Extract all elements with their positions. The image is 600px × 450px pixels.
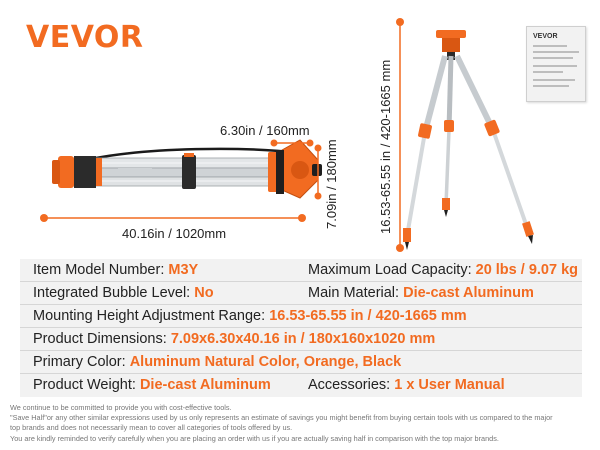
spec-value: No <box>194 285 214 301</box>
spec-value: 16.53-65.55 in / 420-1665 mm <box>269 308 467 324</box>
spec-label: Accessories: <box>308 377 391 393</box>
spec-row <box>20 282 582 305</box>
spec-row <box>20 351 582 374</box>
mount-height-dimension-line <box>396 18 404 252</box>
spec-label: Integrated Bubble Level: <box>33 285 191 301</box>
spec-label: Maximum Load Capacity: <box>308 262 472 278</box>
spec-label: Item Model Number: <box>33 262 165 278</box>
disclaimer-text <box>10 403 594 444</box>
spec-value: Die-cast Aluminum <box>139 377 271 393</box>
spec-value: 7.09x6.30x40.16 in / 180x160x1020 mm <box>170 331 436 347</box>
disclaimer-line: We continue to be committed to provide you with cost-effective tools. <box>10 403 232 412</box>
spec-table <box>20 259 582 397</box>
length-dimension-label: 40.16in / 1020mm <box>122 226 227 241</box>
width-dimension-label: 6.30in / 160mm <box>220 123 310 138</box>
spec-row <box>20 374 582 397</box>
folded-tripod <box>52 140 322 198</box>
disclaimer-line: top brands and does not necessarily mean to cover all categories of tools offered by us. <box>10 423 293 433</box>
spec-label: Product Dimensions: <box>33 331 167 347</box>
spec-label: Product Weight: <box>33 377 136 393</box>
spec-value: M3Y <box>168 262 199 278</box>
height-dimension-label: 7.09in / 180mm <box>324 139 339 229</box>
manual-brand-label: VEVOR <box>533 33 558 40</box>
spec-value: 20 lbs / 9.07 kg <box>475 262 578 278</box>
length-dimension-line <box>40 214 306 222</box>
disclaimer-line: You are kindly reminded to verify carefully when you are placing an order with us if you are actually saving half in comparison with the top major brands. <box>10 433 499 443</box>
mount-height-dimension-label: 16.53-65.55 in / 420-1665 mm <box>378 59 393 234</box>
disclaimer-line: "Save Half"or any other similar expressions used by us only represents an estimate of savings you might benefit from buying certain tools with us compared to the major <box>10 413 553 423</box>
spec-label: Main Material: <box>308 285 400 301</box>
user-manual-image <box>526 26 586 102</box>
spec-row <box>20 305 582 328</box>
spec-row <box>20 328 582 351</box>
spec-label: Mounting Height Adjustment Range: <box>33 308 266 324</box>
standing-tripod <box>403 30 534 250</box>
spec-value: Die-cast Aluminum <box>403 285 534 301</box>
spec-label: Primary Color: <box>33 354 126 370</box>
spec-row <box>20 259 582 282</box>
brand-logo: VEVOR <box>26 20 144 55</box>
spec-value: Aluminum Natural Color, Orange, Black <box>129 354 402 370</box>
spec-value: 1 x User Manual <box>394 377 505 393</box>
